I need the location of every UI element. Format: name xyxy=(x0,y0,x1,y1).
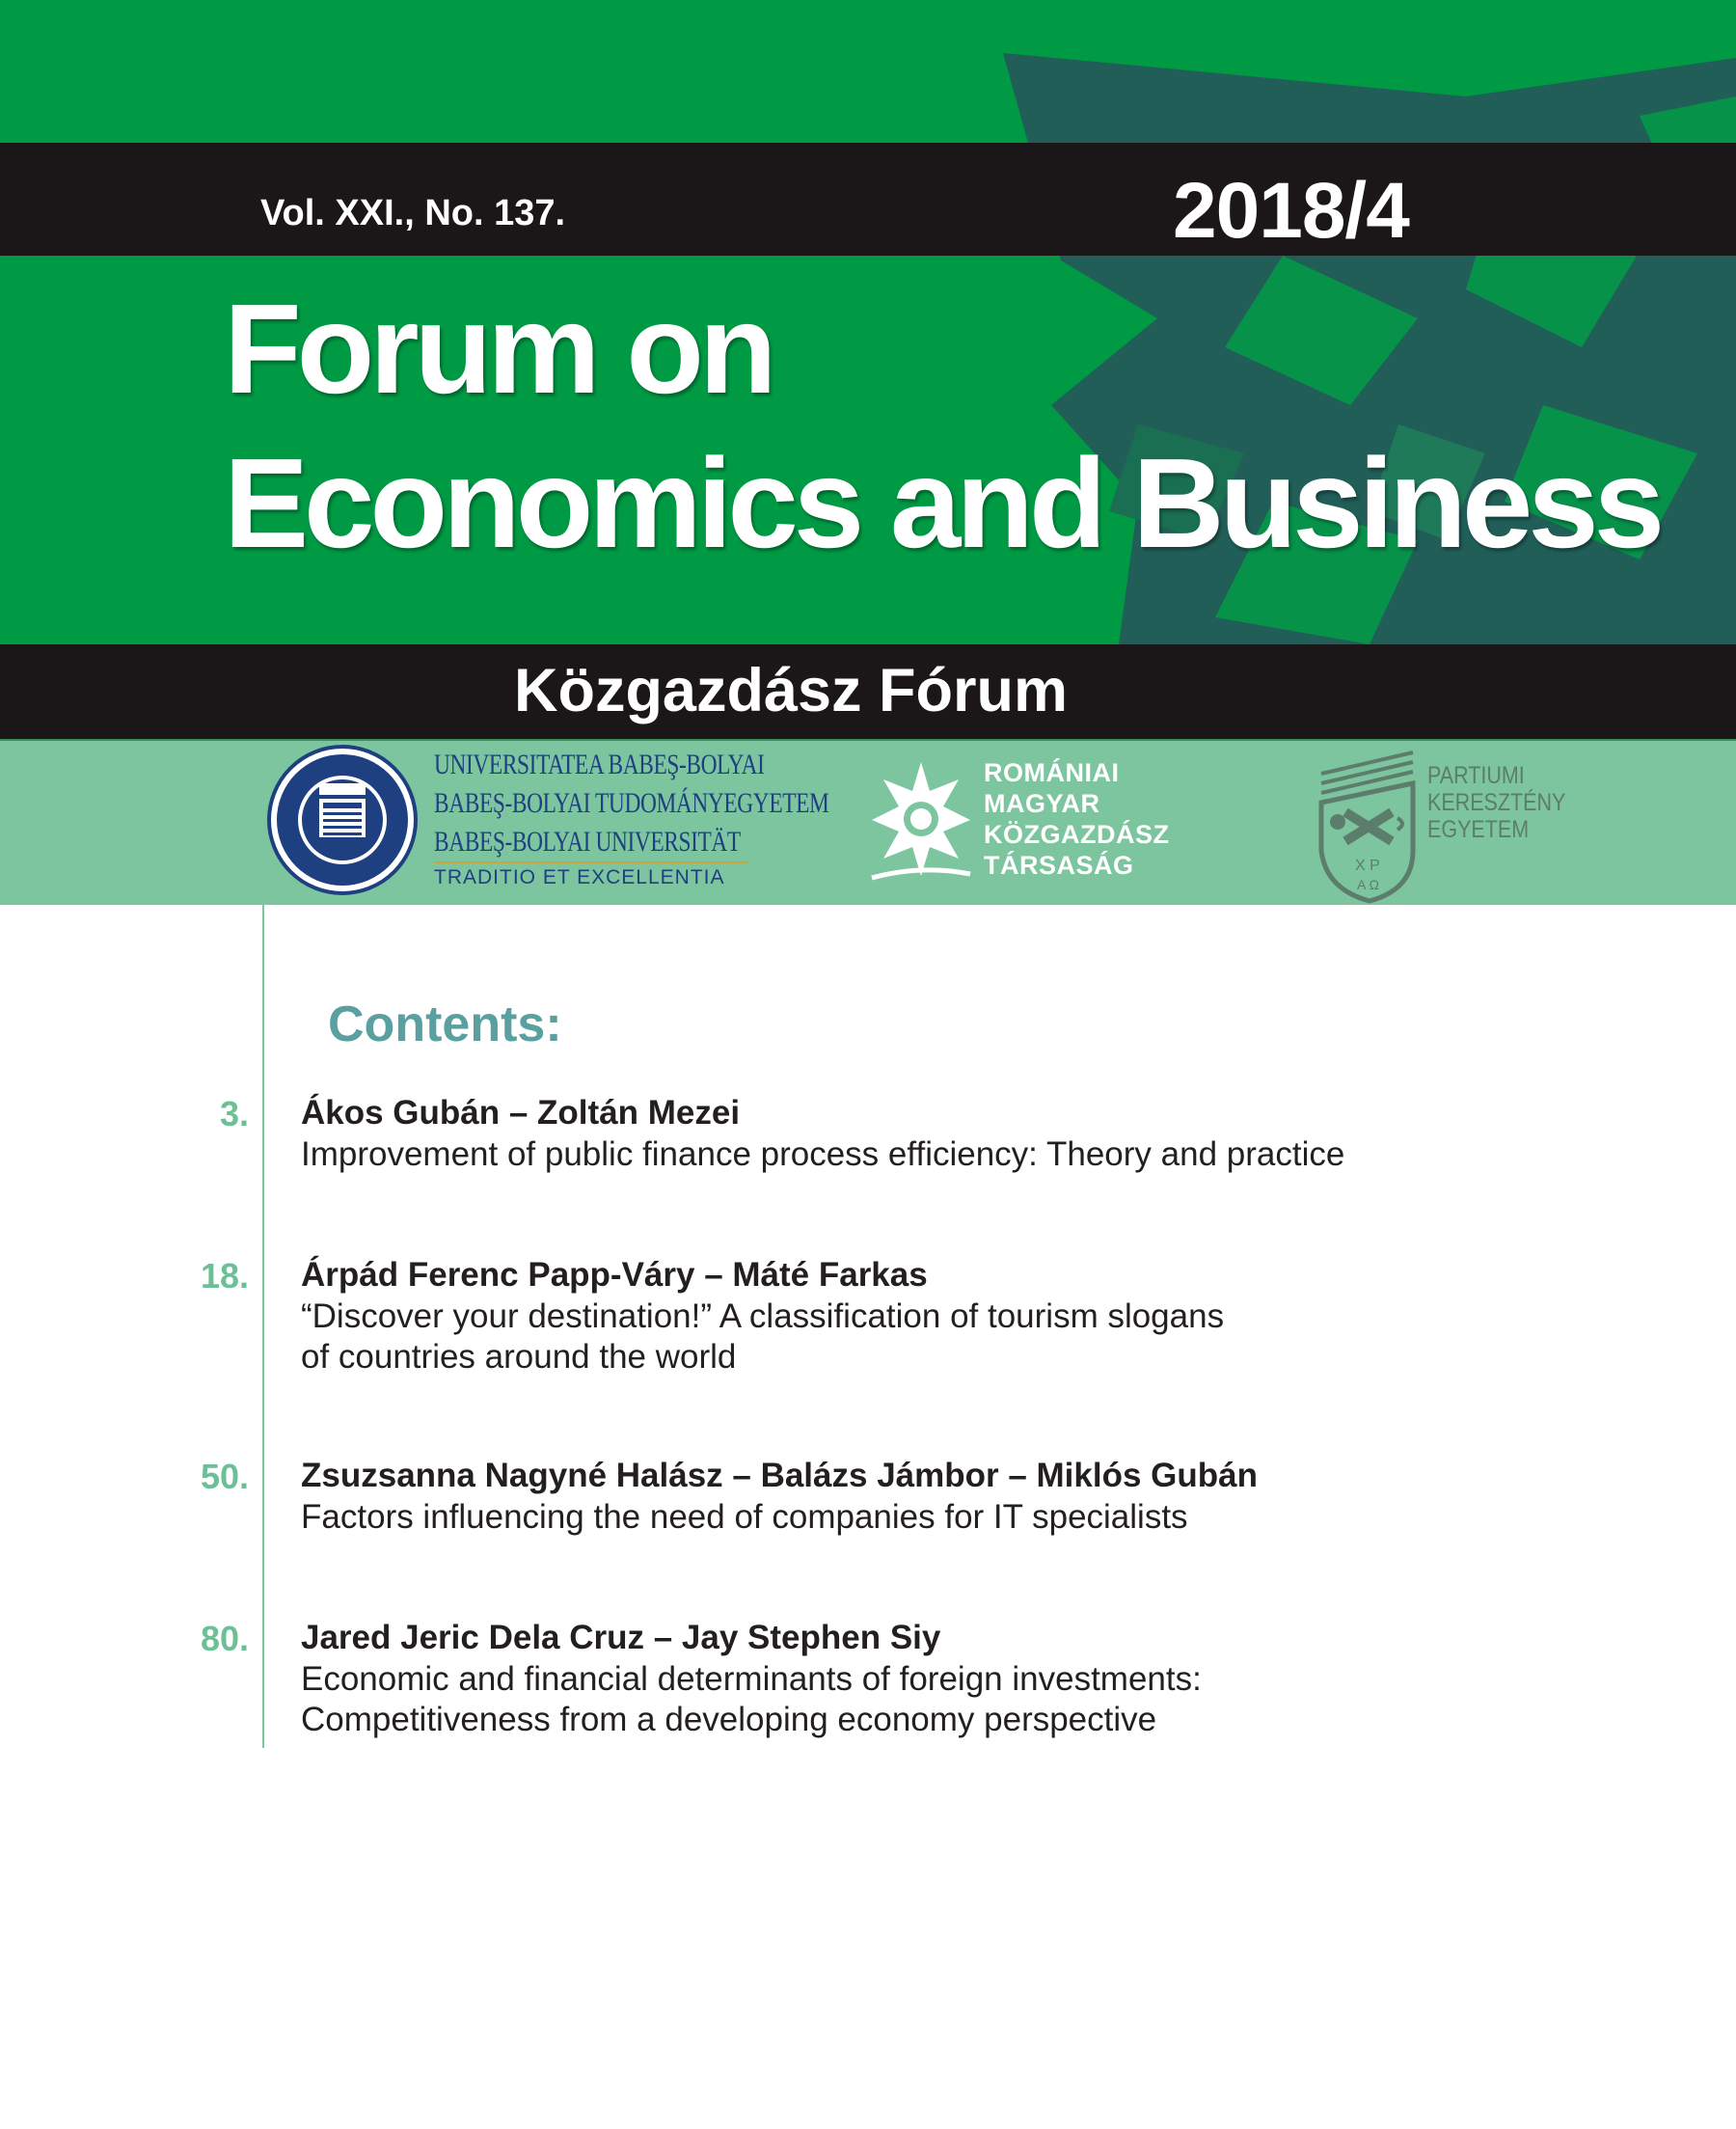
toc-title-line: Factors influencing the need of companies for IT specialists xyxy=(301,1498,1188,1536)
toc-title-line: “Discover your destination!” A classification of tourism slogans xyxy=(301,1297,1225,1335)
pke-name-line1: PARTIUMI xyxy=(1427,762,1525,789)
ubb-name-hungarian: BABEŞ-BOLYAI TUDOMÁNYEGYETEM xyxy=(434,787,829,819)
volume-number: Vol. XXI., No. 137. xyxy=(260,193,566,233)
pke-name-line2: KERESZTÉNY xyxy=(1427,789,1566,816)
toc-title-line: of countries around the world xyxy=(301,1338,737,1376)
rmkt-name-line1: ROMÁNIAI xyxy=(984,758,1120,787)
toc-page-number: 18. xyxy=(200,1256,249,1296)
pke-shield-logo xyxy=(1316,745,1423,904)
toc-article-title xyxy=(301,1497,1188,1538)
contents-divider-line xyxy=(262,903,264,1748)
journal-title xyxy=(224,272,1660,581)
journal-title-line2: Economics and Business xyxy=(224,432,1661,574)
ubb-motto: TRADITIO ET EXCELLENTIA xyxy=(434,866,725,888)
toc-title-line: Competitiveness from a developing economy perspective xyxy=(301,1701,1157,1738)
rmkt-star-logo xyxy=(868,758,974,884)
toc-page-number: 80. xyxy=(200,1619,249,1658)
svg-text:A Ω: A Ω xyxy=(1357,877,1379,892)
rmkt-name-line2: MAGYAR xyxy=(984,789,1100,818)
journal-subtitle: Közgazdász Fórum xyxy=(513,657,1069,724)
journal-title-line1: Forum on xyxy=(224,278,773,420)
rmkt-name-line3: KÖZGAZDÁSZ xyxy=(984,820,1170,849)
toc-authors: Zsuzsanna Nagyné Halász – Balázs Jámbor – Miklós Gubán xyxy=(301,1457,1258,1494)
toc-authors: Jared Jeric Dela Cruz – Jay Stephen Siy xyxy=(301,1619,941,1656)
toc-article-title xyxy=(301,1659,1202,1740)
toc-page-number: 50. xyxy=(200,1457,249,1496)
toc-article-title xyxy=(301,1134,1344,1175)
toc-authors: Ákos Gubán – Zoltán Mezei xyxy=(301,1094,741,1132)
toc-page-number: 3. xyxy=(219,1094,249,1133)
toc-authors: Árpád Ferenc Papp-Váry – Máté Farkas xyxy=(301,1256,928,1294)
ubb-name-german: BABEŞ-BOLYAI UNIVERSITÄT xyxy=(434,826,741,858)
ubb-name-romanian: UNIVERSITATEA BABEŞ-BOLYAI xyxy=(434,749,765,780)
ubb-seal-logo xyxy=(265,743,420,897)
pke-name-line3: EGYETEM xyxy=(1427,816,1530,843)
toc-title-line: Economic and financial determinants of foreign investments: xyxy=(301,1660,1202,1698)
ubb-divider xyxy=(434,861,747,863)
rmkt-name-line4: TÁRSASÁG xyxy=(984,851,1134,880)
toc-title-line: Improvement of public finance process efficiency: Theory and practice xyxy=(301,1135,1345,1173)
contents-heading: Contents: xyxy=(328,996,562,1052)
svg-text:X P: X P xyxy=(1355,858,1380,874)
toc-article-title xyxy=(301,1297,1224,1378)
issue-number: 2018/4 xyxy=(1173,167,1409,255)
